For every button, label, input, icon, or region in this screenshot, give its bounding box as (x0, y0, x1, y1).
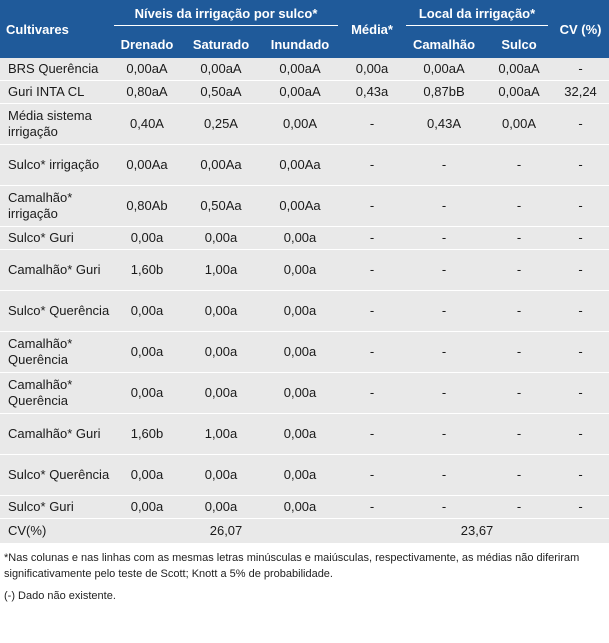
header-sulco: Sulco (486, 30, 552, 58)
cell-inundado: 0,00a (258, 291, 342, 332)
cell-drenado: 1,60b (110, 250, 184, 291)
cell-sulco: - (486, 332, 552, 373)
header-saturado: Saturado (184, 30, 258, 58)
cv-label: CV(%) (0, 519, 110, 544)
header-local-group (402, 0, 552, 30)
cv-empty-cell (552, 519, 609, 544)
cell-sulco: 0,00aA (486, 81, 552, 104)
cell-camalhao: - (402, 186, 486, 227)
cell-sulco: - (486, 145, 552, 186)
cell-cv: - (552, 104, 609, 145)
cell-sulco: 0,00A (486, 104, 552, 145)
cell-cultivar: Guri INTA CL (0, 81, 110, 104)
cell-inundado: 0,00a (258, 332, 342, 373)
cell-cultivar: Sulco* Guri (0, 227, 110, 250)
footnotes (0, 544, 609, 604)
cell-saturado: 0,00a (184, 227, 258, 250)
cell-media: - (342, 104, 402, 145)
cell-saturado: 1,00a (184, 250, 258, 291)
header-camalhao: Camalhão (402, 30, 486, 58)
cell-cv: 32,24 (552, 81, 609, 104)
cell-saturado: 0,50Aa (184, 186, 258, 227)
cell-drenado: 0,00a (110, 373, 184, 414)
cell-cv: - (552, 455, 609, 496)
cell-saturado: 0,50aA (184, 81, 258, 104)
cell-inundado: 0,00aA (258, 58, 342, 81)
cell-media: - (342, 186, 402, 227)
cv-local-value: 23,67 (402, 519, 552, 544)
header-cultivares: Cultivares (0, 0, 110, 58)
cell-cultivar: Camalhão* Guri (0, 250, 110, 291)
cell-drenado: 0,80aA (110, 81, 184, 104)
cell-camalhao: - (402, 496, 486, 519)
cell-sulco: - (486, 414, 552, 455)
cell-media: - (342, 332, 402, 373)
cell-camalhao: 0,87bB (402, 81, 486, 104)
header-local-label: Local da irrigação* (406, 6, 548, 26)
cell-cv: - (552, 414, 609, 455)
cell-cultivar: Sulco* Guri (0, 496, 110, 519)
cell-saturado: 0,00a (184, 332, 258, 373)
cell-inundado: 0,00Aa (258, 186, 342, 227)
cell-inundado: 0,00aA (258, 81, 342, 104)
cell-drenado: 0,00a (110, 455, 184, 496)
table-row (0, 104, 609, 145)
cell-cultivar: Sulco* Querência (0, 455, 110, 496)
cell-sulco: - (486, 227, 552, 250)
footnote-significance: *Nas colunas e nas linhas com as mesmas letras minúsculas e maiúsculas, respectivamente, as médias não diferiram significativamente pelo teste de Scott; Knott a 5% de probabilidade. (4, 552, 580, 580)
cell-cv: - (552, 332, 609, 373)
cell-cultivar: Sulco* Querência (0, 291, 110, 332)
cell-sulco: - (486, 455, 552, 496)
header-cv: CV (%) (552, 0, 609, 58)
header-niveis-group (110, 0, 342, 30)
cell-cultivar: Camalhão* irrigação (0, 186, 110, 227)
cell-cultivar: Sulco* irrigação (0, 145, 110, 186)
cell-inundado: 0,00a (258, 227, 342, 250)
cell-camalhao: - (402, 291, 486, 332)
cell-inundado: 0,00A (258, 104, 342, 145)
cell-drenado: 0,00a (110, 332, 184, 373)
cell-media: - (342, 145, 402, 186)
cell-cultivar: Média sistema irrigação (0, 104, 110, 145)
table-row (0, 58, 609, 81)
cell-cv: - (552, 250, 609, 291)
table-body (0, 58, 609, 544)
table-row (0, 373, 609, 414)
table-row (0, 81, 609, 104)
cv-row (0, 519, 609, 544)
cell-camalhao: 0,00aA (402, 58, 486, 81)
cell-camalhao: - (402, 455, 486, 496)
cell-cv: - (552, 373, 609, 414)
cell-camalhao: - (402, 250, 486, 291)
footnote-missing-data: (-) Dado não existente. (4, 590, 116, 602)
cell-inundado: 0,00a (258, 250, 342, 291)
table-row (0, 291, 609, 332)
table-row (0, 496, 609, 519)
cell-drenado: 0,80Ab (110, 186, 184, 227)
cell-cv: - (552, 58, 609, 81)
cell-camalhao: - (402, 145, 486, 186)
cell-sulco: - (486, 250, 552, 291)
cell-sulco: - (486, 186, 552, 227)
cell-media: 0,00a (342, 58, 402, 81)
cell-sulco: - (486, 496, 552, 519)
cell-sulco: 0,00aA (486, 58, 552, 81)
cv-niveis-value: 26,07 (110, 519, 342, 544)
cell-saturado: 0,00aA (184, 58, 258, 81)
cell-cv: - (552, 291, 609, 332)
header-niveis-label: Níveis da irrigação por sulco* (114, 6, 338, 26)
cell-cultivar: Camalhão* Querência (0, 332, 110, 373)
cell-cultivar: Camalhão* Querência (0, 373, 110, 414)
table-row (0, 145, 609, 186)
cell-cv: - (552, 186, 609, 227)
cell-saturado: 0,25A (184, 104, 258, 145)
header-media: Média* (342, 0, 402, 58)
cell-media: - (342, 455, 402, 496)
cell-media: - (342, 496, 402, 519)
cell-saturado: 0,00a (184, 496, 258, 519)
cell-saturado: 0,00a (184, 455, 258, 496)
cell-media: 0,43a (342, 81, 402, 104)
cell-camalhao: - (402, 227, 486, 250)
cell-drenado: 0,00Aa (110, 145, 184, 186)
cell-inundado: 0,00a (258, 373, 342, 414)
cell-sulco: - (486, 373, 552, 414)
cell-inundado: 0,00Aa (258, 145, 342, 186)
table-row (0, 227, 609, 250)
table-row (0, 332, 609, 373)
cell-drenado: 0,00aA (110, 58, 184, 81)
cell-drenado: 0,00a (110, 291, 184, 332)
cell-media: - (342, 414, 402, 455)
table-header (0, 0, 609, 58)
cell-camalhao: - (402, 414, 486, 455)
cell-cultivar: BRS Querência (0, 58, 110, 81)
cell-inundado: 0,00a (258, 496, 342, 519)
cell-camalhao: - (402, 373, 486, 414)
cell-media: - (342, 250, 402, 291)
cell-cv: - (552, 145, 609, 186)
cell-cultivar: Camalhão* Guri (0, 414, 110, 455)
cell-camalhao: 0,43A (402, 104, 486, 145)
cell-saturado: 0,00Aa (184, 145, 258, 186)
cv-empty-cell (342, 519, 402, 544)
table-row (0, 186, 609, 227)
table-row (0, 414, 609, 455)
cell-saturado: 0,00a (184, 291, 258, 332)
table-row (0, 250, 609, 291)
cell-drenado: 0,00a (110, 496, 184, 519)
cell-sulco: - (486, 291, 552, 332)
cell-drenado: 0,40A (110, 104, 184, 145)
cell-media: - (342, 373, 402, 414)
cell-cv: - (552, 496, 609, 519)
cell-inundado: 0,00a (258, 414, 342, 455)
cell-media: - (342, 291, 402, 332)
cell-drenado: 1,60b (110, 414, 184, 455)
cell-cv: - (552, 227, 609, 250)
header-inundado: Inundado (258, 30, 342, 58)
header-drenado: Drenado (110, 30, 184, 58)
cell-inundado: 0,00a (258, 455, 342, 496)
cell-drenado: 0,00a (110, 227, 184, 250)
cell-camalhao: - (402, 332, 486, 373)
table-row (0, 455, 609, 496)
cell-media: - (342, 227, 402, 250)
cell-saturado: 1,00a (184, 414, 258, 455)
cell-saturado: 0,00a (184, 373, 258, 414)
